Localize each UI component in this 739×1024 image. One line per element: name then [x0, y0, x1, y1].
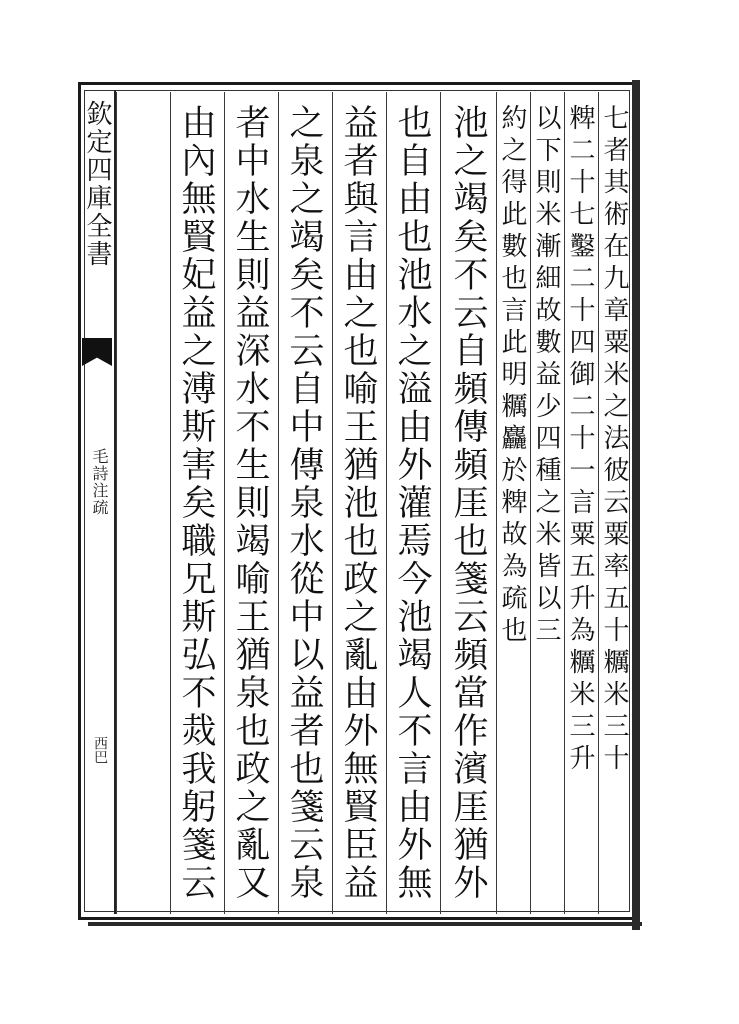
column-rule — [224, 92, 225, 914]
text-column-2: 粺二十七鑿二十四御二十一言粟五升為糲米三升 — [565, 104, 595, 776]
text-column-1: 七者其術在九章粟米之法彼云粟率五十糲米三十 — [599, 104, 629, 776]
text-column-7: 益者與言由之也喻王猶池也政之亂由外無賢臣益 — [338, 104, 378, 902]
text-column-9: 者中水生則益深水不生則竭喻王猶泉也政之亂又 — [230, 104, 270, 902]
right-border-edge — [632, 80, 640, 930]
text-column-4: 約之得此數也言此明糲麤於粺故為疏也 — [497, 104, 527, 648]
text-column-5: 池之竭矣不云自頻傳頻厓也箋云頻當作濱厓猶外 — [448, 104, 488, 902]
column-rule — [440, 92, 441, 914]
bottom-border-edge — [88, 922, 642, 926]
column-rule — [116, 92, 117, 914]
text-column-10: 由內無賢妃益之溥斯害矣職兄斯弘不烖我躬箋云 — [176, 104, 216, 902]
margin-book-title: 欽定四庫全書 — [82, 100, 112, 268]
column-rule — [332, 92, 333, 914]
column-rule — [386, 92, 387, 914]
column-rule — [170, 92, 171, 914]
text-column-3: 以下則米漸細故數益少四種之米皆以三 — [531, 104, 561, 648]
text-column-8: 之泉之竭矣不云自中傳泉水從中以益者也箋云泉 — [284, 104, 324, 902]
margin-work-title: 毛詩注疏 — [90, 448, 109, 516]
text-column-6: 也自由也池水之溢由外灌焉今池竭人不言由外無 — [392, 104, 432, 902]
column-rule — [278, 92, 279, 914]
margin-page-number: 西巴 — [92, 736, 108, 764]
